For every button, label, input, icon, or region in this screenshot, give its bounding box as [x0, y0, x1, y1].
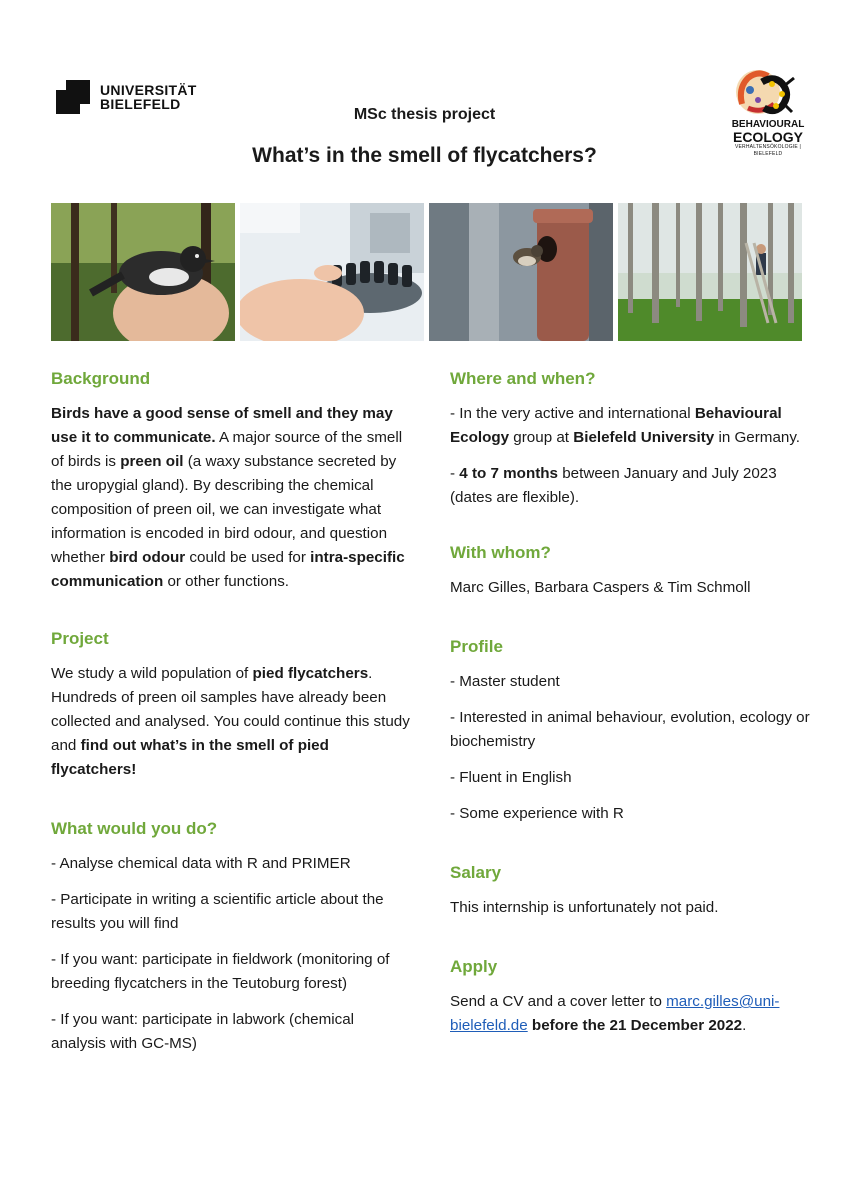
project-callout: find out what’s in the smell of pied flycatchers!: [51, 737, 329, 778]
background-paragraph: [51, 402, 411, 594]
pied-flycatchers-term: pied flycatchers: [252, 665, 369, 682]
photo-strip: [51, 203, 803, 341]
university-name: Bielefeld University: [573, 429, 715, 446]
apply-paragraph: [450, 990, 810, 1038]
forest-fieldwork-photo: [618, 203, 802, 341]
supervisors-text: Marc Gilles, Barbara Caspers & Tim Schmoll: [450, 579, 751, 596]
when-text-a: -: [450, 465, 460, 482]
university-name-line2: BIELEFELD: [100, 96, 181, 112]
project-heading: Project: [51, 629, 109, 648]
be-logo-line2: ECOLOGY: [732, 129, 803, 145]
background-heading: Background: [51, 369, 151, 388]
deadline-text: before the 21 December 2022: [527, 1017, 743, 1034]
page-title: What’s in the smell of flycatchers?: [252, 144, 597, 167]
project-text-a: We study a wild population of: [51, 665, 253, 682]
tasks-heading: What would you do?: [51, 819, 218, 838]
task-item: - Analyse chemical data with R and PRIMER: [51, 855, 351, 872]
group-name: Behavioural Ecology: [450, 405, 782, 446]
contact-email-link[interactable]: marc.gilles@uni-bielefeld.de: [450, 993, 780, 1034]
be-logo-line3: VERHALTENSÖKOLOGIE | BIELEFELD: [734, 144, 802, 157]
background-text-a: A major source of the smell of birds is: [51, 429, 403, 470]
profile-item: - Some experience with R: [450, 805, 624, 822]
task-item: - Participate in writing a scientific article about the results you will find: [51, 891, 384, 932]
where-text-c: in Germany.: [714, 429, 801, 446]
project-text-b: . Hundreds of preen oil samples have already been collected and analysed. You could continue this study and: [51, 665, 410, 754]
background-key-sentence: Birds have a good sense of smell and they may use it to communicate.: [51, 405, 393, 446]
lab-autosampler-photo: [240, 203, 424, 341]
background-text-c: could be used for: [185, 549, 311, 566]
where-text-b: group at: [509, 429, 574, 446]
left-column: [51, 366, 411, 1056]
where-when-heading: Where and when?: [450, 369, 596, 388]
duration-term: 4 to 7 months: [459, 465, 559, 482]
preen-oil-term: preen oil: [120, 453, 184, 470]
apply-text-a: Send a CV and a cover letter to: [450, 993, 667, 1010]
university-name-line1: UNIVERSITÄT: [100, 82, 197, 98]
apply-text-end: .: [742, 1017, 747, 1034]
where-paragraph: [450, 402, 810, 450]
whom-heading: With whom?: [450, 543, 551, 562]
profile-heading: Profile: [450, 637, 503, 656]
background-text-b: (a waxy substance secreted by the uropygial gland). By describing the chemical composition of preen oil, we can investigate what information is encoded in bird odour, and question whether: [51, 453, 397, 566]
profile-item: - Master student: [450, 673, 560, 690]
salary-text: This internship is unfortunately not paid.: [450, 899, 719, 916]
apply-heading: Apply: [450, 957, 498, 976]
task-item: - If you want: participate in fieldwork (monitoring of breeding flycatchers in the Teutoburg forest): [51, 951, 390, 992]
when-text-b: between January and July 2023 (dates are flexible).: [450, 465, 777, 506]
communication-term: intra-specific communication: [51, 549, 405, 590]
where-text-a: - In the very active and international: [450, 405, 695, 422]
nestbox-flycatcher-photo: [429, 203, 613, 341]
profile-item: - Interested in animal behaviour, evolution, ecology or biochemistry: [450, 709, 810, 750]
bird-odour-term: bird odour: [109, 549, 186, 566]
right-column: [450, 366, 810, 1038]
profile-item: - Fluent in English: [450, 769, 572, 786]
when-paragraph: [450, 462, 810, 510]
project-type: MSc thesis project: [353, 106, 496, 123]
be-logo-line1: BEHAVIOURAL: [731, 119, 805, 130]
salary-heading: Salary: [450, 863, 502, 882]
background-text-d: or other functions.: [163, 573, 290, 590]
task-item: - If you want: participate in labwork (chemical analysis with GC-MS): [51, 1011, 355, 1052]
project-paragraph: [51, 662, 411, 782]
bird-in-hand-photo: [51, 203, 235, 341]
